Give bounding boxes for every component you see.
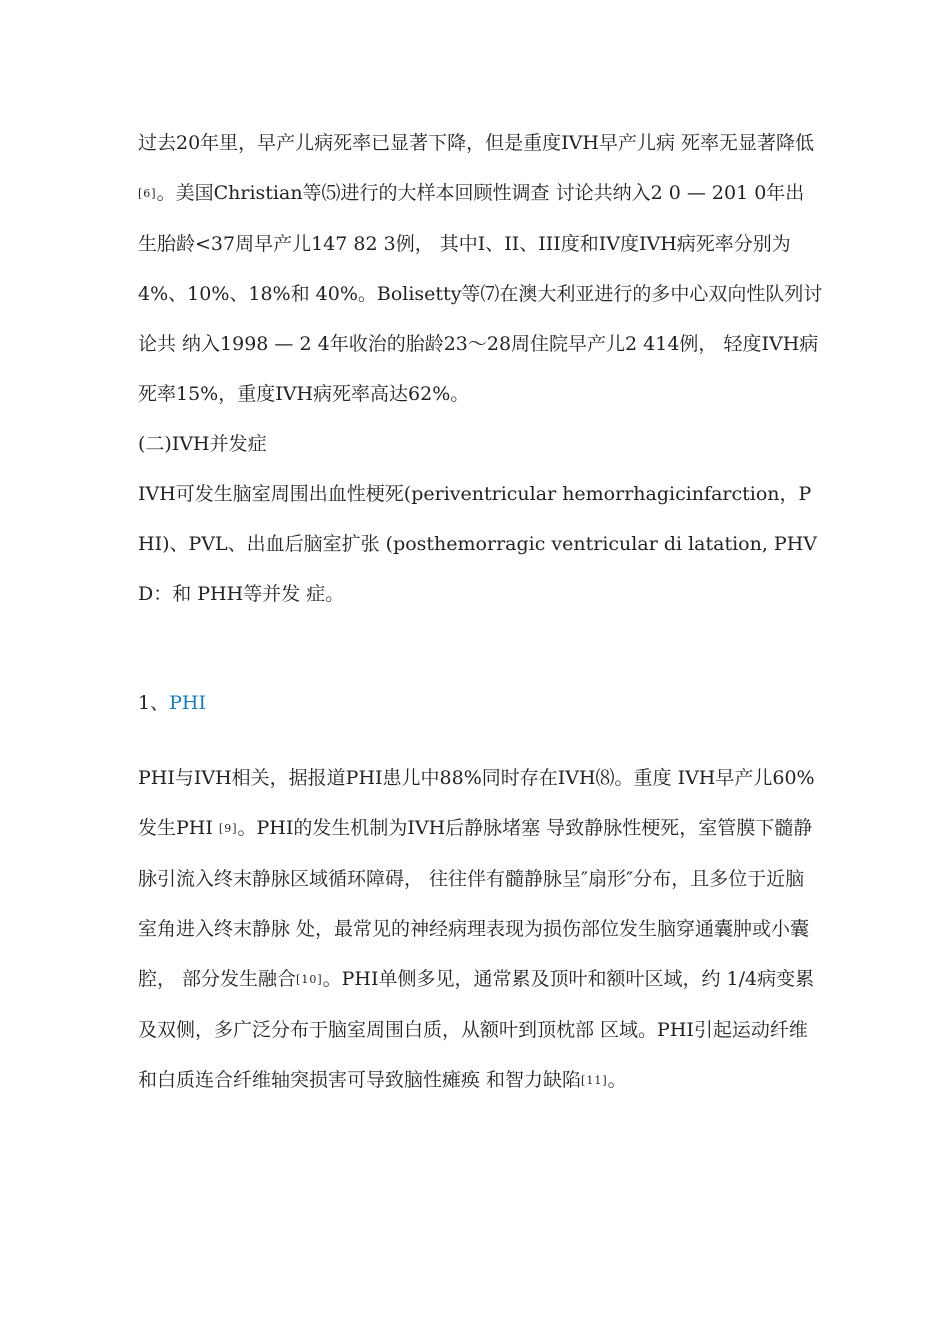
paragraph-complications: IVH可发生脑室周围出血性梗死(periventricular hemorrhagicinfarction，PHI)、PVL、出血后脑室扩张 (posthemorragic ventricular di latation, PHVD：和 PHH等并发 症。 bbox=[138, 483, 818, 605]
paragraph-text: 。PHI单侧多见，通常累及顶叶和额叶区域，约 1/4病变累及双侧，多广泛分布于脑室周围白质，从额叶到顶枕部 区域。PHI引起运动纤维和白质连合纤维轴突损害可导致脑性瘫痪 和智力缺陷 bbox=[138, 968, 815, 1091]
citation-ref: [10] bbox=[296, 973, 323, 986]
spacer bbox=[138, 619, 823, 678]
paragraph-text: 。 bbox=[607, 1069, 627, 1091]
paragraph-text: 。PHI的发生机制为IVH后静脉堵塞 导致静脉性梗死，室管膜下髓静脉引流入终末静脉区域循环障碍， 往往伴有髓静脉呈″扇形″分布，且多位于近脑室角进入终末静脉 处，最常见的神经病理表现为损伤部位发生脑穿通囊肿或小囊腔， 部分发生融合 bbox=[138, 817, 813, 990]
section-title-link[interactable]: PHI bbox=[169, 692, 206, 714]
citation-ref: [9] bbox=[218, 822, 238, 835]
paragraph-text: 。美国Christian等⑸进行的大样本回顾性调查 讨论共纳入2 0 — 201 0年出生胎龄<37周早产儿147 82 3例， 其中I、II、III度和IV度IVH病死率分别为4%、10%、18%和 40%。Bolisetty等⑺在澳大利亚进行的多中心双向性队列讨论共 纳入1998 — 2 4年收治的胎龄23〜28周住院早产儿2 414例， 轻度IVH病死率15%，重度IVH病死率高达62%。 bbox=[138, 182, 823, 405]
subheading-complications: (二)IVH并发症 bbox=[138, 433, 267, 455]
section-heading-phi bbox=[138, 678, 823, 728]
citation-ref: [11] bbox=[581, 1074, 608, 1087]
document-page bbox=[138, 118, 823, 1106]
paragraph-mortality bbox=[138, 118, 823, 419]
spacer bbox=[138, 728, 823, 753]
paragraph-text: PHI与IVH相关，据报道PHI患儿中88%同时存在IVH⑻。重度 IVH早产儿60%发生PHI bbox=[138, 767, 815, 839]
section-number: 1、 bbox=[138, 692, 170, 714]
paragraph-text: 过去20年里，早产儿病死率已显著下降，但是重度IVH早产儿病 死率无显著降低 bbox=[138, 132, 815, 154]
citation-ref: [6] bbox=[138, 187, 157, 200]
paragraph-phi bbox=[138, 753, 823, 1106]
